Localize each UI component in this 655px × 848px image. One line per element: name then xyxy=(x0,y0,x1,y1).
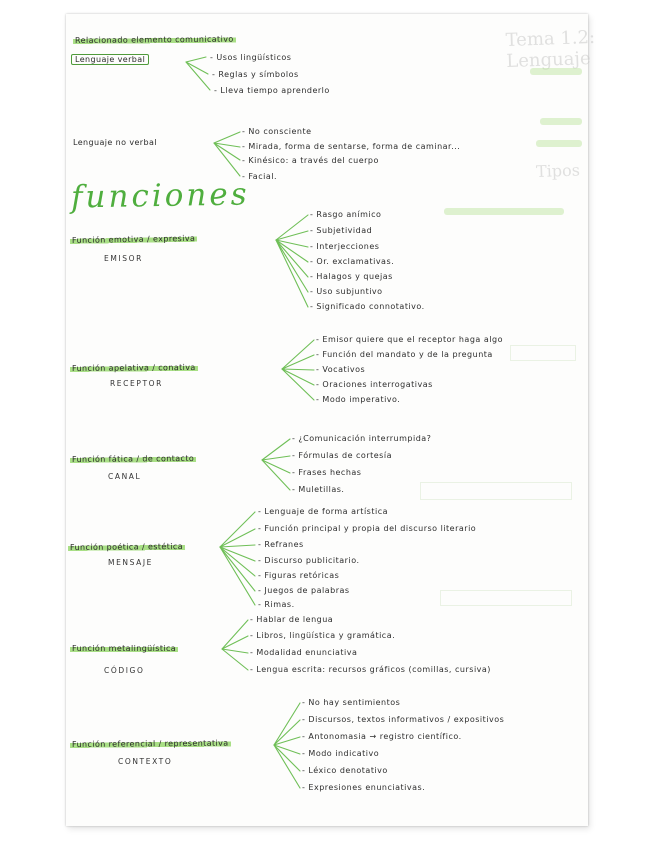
bleed-bar xyxy=(444,208,564,215)
function-label: Función metalingüística xyxy=(72,644,177,653)
function-item: - Figuras retóricas xyxy=(258,571,340,580)
function-item: - Or. exclamativas. xyxy=(310,257,395,266)
function-element: CÓDIGO xyxy=(104,666,145,675)
verbal-item: - Reglas y símbolos xyxy=(212,70,299,79)
nonverbal-item: - Kinésico: a través del cuerpo xyxy=(242,156,379,165)
bleed-box xyxy=(510,345,576,361)
verbal-language-label: Lenguaje verbal xyxy=(71,55,149,64)
function-item: - Hablar de lengua xyxy=(250,615,334,624)
nonverbal-item: - No consciente xyxy=(242,127,312,136)
function-item: - Léxico denotativo xyxy=(302,766,388,775)
function-element: EMISOR xyxy=(104,254,143,263)
function-item: - Fórmulas de cortesía xyxy=(292,451,392,460)
function-item: - Uso subjuntivo xyxy=(310,287,383,296)
function-item: - Discurso publicitario. xyxy=(258,556,360,565)
bleed-box xyxy=(440,590,572,606)
function-item: - ¿Comunicación interrumpida? xyxy=(292,434,432,443)
intro-heading: Relacionado elemento comunicativo xyxy=(74,34,234,45)
verbal-item: - Usos lingüísticos xyxy=(210,53,292,62)
bleed-bar xyxy=(536,140,582,147)
function-item: - Frases hechas xyxy=(292,468,362,477)
function-item: - Halagos y quejas xyxy=(310,272,393,281)
function-item: - Modo imperativo. xyxy=(316,395,401,404)
nonverbal-language-label: Lenguaje no verbal xyxy=(73,138,157,147)
function-item: - Rasgo anímico xyxy=(310,210,382,219)
function-item: - Antonomasia → registro científico. xyxy=(302,732,462,741)
function-item: - Libros, lingüística y gramática. xyxy=(250,631,396,640)
function-item: - Muletillas. xyxy=(292,485,345,494)
function-label: Función poética / estética xyxy=(69,541,184,552)
function-element: CONTEXTO xyxy=(118,757,173,766)
function-item: - Modo indicativo xyxy=(302,749,380,758)
function-item: - Rimas. xyxy=(258,600,295,609)
bleed-bar xyxy=(530,68,582,75)
function-item: - Función principal y propia del discurso literario xyxy=(258,524,477,533)
function-label: Función emotiva / expresiva xyxy=(71,233,196,245)
function-element: CANAL xyxy=(108,472,142,481)
function-item: - Modalidad enunciativa xyxy=(250,648,358,657)
bleed-bar xyxy=(540,118,582,125)
nonverbal-item: - Facial. xyxy=(242,172,277,181)
function-item: - Oraciones interrogativas xyxy=(316,380,433,389)
function-item: - Expresiones enunciativas. xyxy=(302,783,426,792)
bleed-through-subtitle: Tipos xyxy=(535,160,581,181)
function-element: MENSAJE xyxy=(108,558,154,567)
function-label: Función apelativa / conativa xyxy=(71,362,196,373)
function-item: - Significado connotativo. xyxy=(310,302,425,311)
function-item: - Vocativos xyxy=(316,365,366,374)
function-item: - Lengua escrita: recursos gráficos (comillas, cursiva) xyxy=(250,665,491,674)
functions-title: funciones xyxy=(70,176,250,216)
nonverbal-item: - Mirada, forma de sentarse, forma de caminar... xyxy=(242,142,461,151)
function-item: - No hay sentimientos xyxy=(302,698,401,707)
function-label: Función fática / de contacto xyxy=(71,453,195,464)
function-item: - Emisor quiere que el receptor haga algo xyxy=(316,335,503,344)
function-item: - Juegos de palabras xyxy=(258,586,350,595)
function-item: - Lenguaje de forma artística xyxy=(258,507,388,516)
bleed-box xyxy=(420,482,572,500)
function-item: - Refranes xyxy=(258,540,304,549)
verbal-item: - Lleva tiempo aprenderlo xyxy=(214,86,330,95)
bleed-through-title: Tema 1.2: Lenguaje xyxy=(505,26,596,72)
function-item: - Interjecciones xyxy=(310,242,380,251)
function-item: - Función del mandato y de la pregunta xyxy=(316,350,493,359)
function-element: RECEPTOR xyxy=(110,379,163,388)
function-item: - Discursos, textos informativos / expositivos xyxy=(302,715,505,724)
function-item: - Subjetividad xyxy=(310,226,373,235)
function-label: Función referencial / representativa xyxy=(71,738,229,749)
